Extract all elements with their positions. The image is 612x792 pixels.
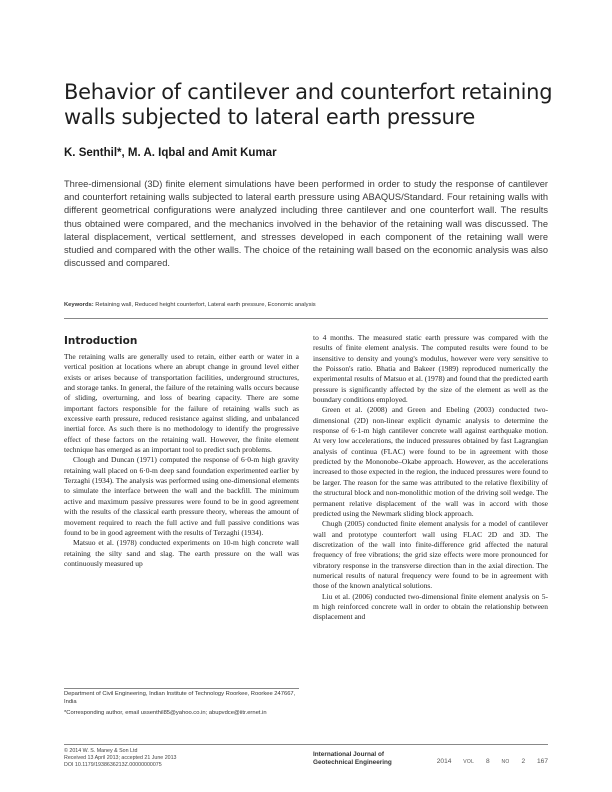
corresponding-author-footnote: *Corresponding author, email ussenthil85@yahoo.co.in; abupvdce@iitr.ernet.in	[64, 710, 267, 716]
section-heading-introduction: Introduction	[64, 335, 138, 347]
journal-name-line: Geotechnical Engineering	[313, 759, 392, 766]
right-column	[313, 333, 548, 759]
issue-number: 2	[521, 758, 526, 765]
footnote-divider	[64, 688, 299, 689]
keywords	[64, 302, 548, 308]
paragraph: to 4 months. The measured static earth pressure was compared with the results of finite element analysis. The computed results were found to be insensitive to density and young's modulus, however were very sensitive to the Poisson's ratio. Bhatia and Bakeer (1989) reproduced numerically the experimental results of Matsuo et al. (1978) and found that the predicted earth pressure is significantly affected by the size of the element as well as the boundary conditions employed.	[313, 333, 548, 405]
affiliation-footnote: Department of Civil Engineering, Indian Institute of Technology Roorkee, Roorkee 247667, India	[64, 691, 296, 705]
footer-divider	[64, 744, 548, 745]
journal-name	[313, 751, 453, 767]
paragraph: Matsuo et al. (1978) conducted experiments on 10-m high concrete wall retaining the silty sand and slag. The earth pressure on the wall was continuously measured up	[64, 538, 299, 568]
journal-name-line: International Journal of	[313, 751, 385, 758]
issue-info	[437, 758, 548, 765]
paragraph: Chugh (2005) conducted finite element analysis for a model of cantilever wall and prototype counterfort wall using FLAC 2D and 3D. The discretization of the wall into finite-difference grid affected the natural frequency of free vibrations; the grid size effects were more pronounced for vibratory response in the transverse direction than in the axial direction. The numerical results of natural frequency were found to be in agreement with those of the known analytical solutions.	[313, 519, 548, 591]
received-dates: Received 13 April 2013; accepted 21 June 2013	[64, 755, 177, 761]
author-list: K. Senthil*, M. A. Iqbal and Amit Kumar	[64, 147, 277, 159]
abstract-divider	[64, 318, 548, 319]
keywords-text: Retaining wall, Reduced height counterfort, Lateral earth pressure, Economic analysis	[95, 302, 316, 308]
doi: DOI 10.1179/1938636213Z.00000000075	[64, 762, 162, 768]
year: 2014	[436, 758, 452, 765]
paragraph: Liu et al. (2006) conducted two-dimensional finite element analysis on 5-m high reinforced concrete wall in order to obtain the relationship between displacement and	[313, 591, 548, 622]
volume-label: VOL	[463, 759, 475, 765]
paragraph: Clough and Duncan (1971) computed the response of 6·0-m high gravity retaining wall placed on 6·0-m deep sand foundation experimented earlier by Terzaghi (1934). The analysis was performed using one-dimensional elements to simulate the interface between the wall and the backfill. The minimum active and maximum passive pressures were found to be in good agreement with the results of the classical earth pressure theory, whereas the amount of movement required to reach the full active and full passive conditions was found to be in good agreement with the results of Terzaghi (1934).	[64, 455, 299, 537]
abstract: Three-dimensional (3D) finite element simulations have been performed in order to study the response of cantilever and counterfort retaining walls subjected to lateral earth pressure using ABAQUS/Standard. Four retaining walls with different geometrical configurations were analyzed including three cantilever and one counterfort wall. The results thus obtained were compared, and the mechanics involved in the behavior of the retaining wall was discussed. The lateral displacement, vertical settlement, and stresses developed in each component of the retaining wall were studied and compared with the other walls. The choice of the retaining wall based on the economic analysis was also discussed and compared.	[64, 179, 548, 269]
volume: 8	[486, 758, 490, 765]
paragraph: The retaining walls are generally used to retain, either earth or water in a vertical position at locations where an abrupt change in ground level either exists or arises because of transportation facilities, underground structures, and storage tanks. In general, the failure of the retaining walls occurs because of sliding, overturning, and loss of bearing capacity. There are some important factors responsible for the failure of retaining walls such as excessive earth pressure, reduced resistance against sliding, and unbalanced inertial force. As such there is no methodology to identify the progressive effect of these factors on the retaining wall. However, the finite element technique has emerged as an important tool to predict such problems.	[64, 352, 299, 455]
page-number: 167	[536, 758, 548, 765]
article-title: Behavior of cantilever and counterfort retaining walls subjected to lateral earth pressure	[64, 80, 553, 129]
copyright: © 2014 W. S. Maney & Son Ltd	[64, 748, 138, 754]
paragraph: Green et al. (2008) and Green and Ebeling (2003) conducted two-dimensional (2D) non-linear explicit dynamic analysis to determine the response of 6·1-m high cantilever concrete wall against earthquake motion. At very low accelerations, the induced pressures obtained by fast Lagrangian analysis of continua (FLAC) were found to be in agreement with those predicted by the Mononobe–Okabe approach. However, as the accelerations increased to those expected in the region, the induced pressures were found to be larger. The reason for the same was attributed to the relative flexibility of the structural block and non-monolithic motion of the driving soil wedge. The permanent relative displacement of the wall was in accord with those predicted using the Newmark sliding block approach.	[313, 405, 548, 518]
keywords-label: Keywords:	[64, 302, 94, 308]
issue-label: NO	[501, 759, 510, 765]
publication-info	[64, 748, 294, 769]
